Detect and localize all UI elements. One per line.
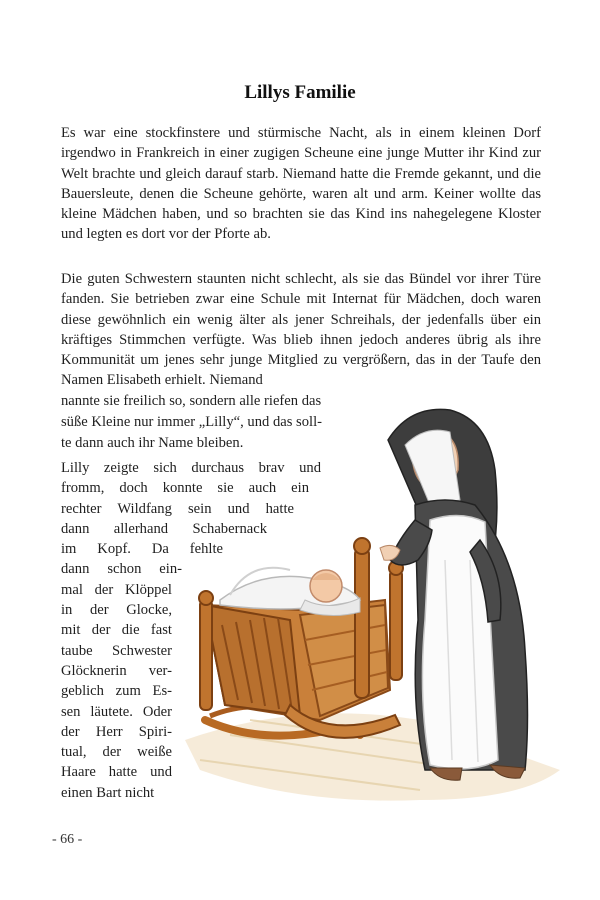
paragraph-3-line: geblich zum Es- (61, 683, 172, 700)
chapter-title: Lillys Familie (244, 82, 356, 103)
paragraph-3-line: dann allerhand Schabernack (61, 520, 267, 537)
paragraph-3-line: mit der die fast (61, 622, 172, 639)
cradle (199, 538, 403, 738)
page-number: - 66 - (52, 832, 83, 847)
paragraph-3-line: im Kopf. Da fehlte (61, 541, 223, 558)
paragraph-3-line: dann schon ein- (61, 561, 182, 578)
paragraph-3-line: mal der Klöppel (61, 581, 172, 598)
paragraph-3-line: in der Glocke, (61, 602, 172, 619)
paragraph-3-line: der Herr Spiri- (61, 723, 172, 740)
paragraph-2: Die guten Schwestern staunten nicht schlecht, als sie das Bündel vor ihrer Türe fanden. Sie betrieben zwar eine Schule mit Internat für Mädchen, doch waren diese gewöhnlich ein wenig älter als jener Schreihals, der jedenfalls über ein kräftiges Stimmchen verfügte. Was blieb ihnen jedoch anderes übrig als ihre Kommunität um jenes sehr junge Mitglied zu vergrößern, das in der Taufe den Namen Elisabeth erhielt. Niemand (61, 271, 541, 389)
paragraph-3-line: Lilly zeigte sich durchaus brav und (61, 460, 321, 476)
paragraph-3-line: sen läutete. Oder (61, 703, 172, 720)
paragraph-3-line: einen Bart nicht (61, 784, 155, 801)
paragraph-3-line: rechter Wildfang sein und hatte (61, 500, 294, 517)
paragraph-2-line: süße Kleine nur immer „Lilly“, und das soll- (61, 414, 323, 430)
paragraph-3-line: Haare hatte und (61, 764, 172, 781)
paragraph-2-line: nannte sie freilich so, sondern alle riefen das (61, 393, 322, 409)
paragraph-2-line: te dann auch ihr Name bleiben. (61, 435, 244, 451)
nun-and-cradle-illustration (180, 390, 600, 820)
paragraph-3-line: tual, der weiße (61, 744, 172, 761)
paragraph-1: Es war eine stockfinstere und stürmische Nacht, als in einem kleinen Dorf irgendwo in Frankreich in einer zugigen Scheune eine junge Mutter ihr Kind zur Welt brachte und gleich darauf starb. Niemand hatte die Fremde gekannt, und die Bauersleute, denen die Scheune gehörte, waren alt und arm. Keiner wollte das kleine Mädchen haben, und so brachten sie das Kind ins nahegelegene Kloster und legten es dort vor der Pforte ab. (61, 125, 541, 243)
paragraph-3-line: taube Schwester (61, 642, 172, 659)
paragraph-3-line: Glöcknerin ver- (61, 662, 172, 679)
paragraph-3-line: fromm, doch konnte sie auch ein (61, 480, 309, 497)
